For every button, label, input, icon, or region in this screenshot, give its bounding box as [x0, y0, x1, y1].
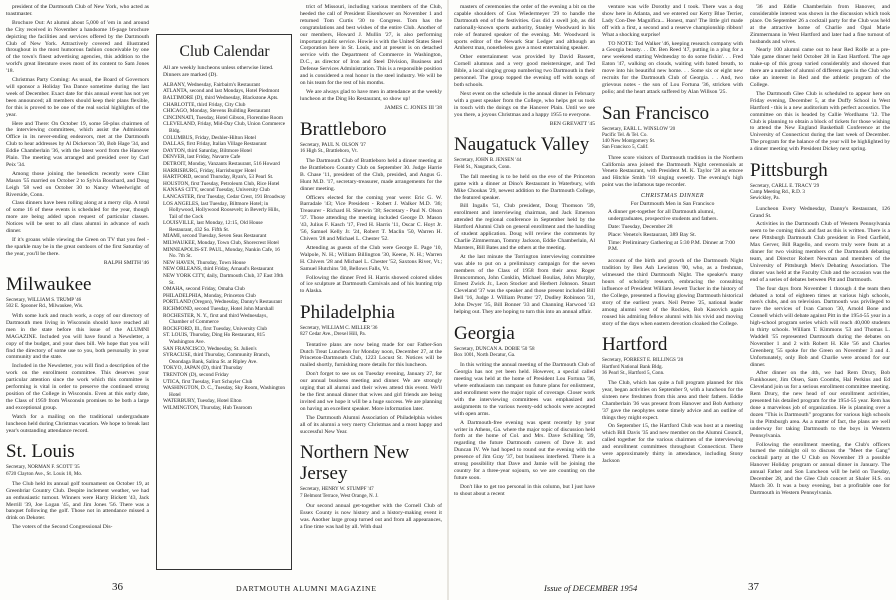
paragraph: If it's groans while viewing the Green on TV that you feel - the sparkle may be in the great outdoors of the first Saturday of the year, you'll be there.: [6, 237, 149, 257]
section-title-st-louis: St. Louis: [6, 441, 75, 463]
calendar-entry: ST. LOUIS, Thursday, Ding Ho Restaurant, 815 Washington Ave.: [163, 332, 265, 345]
calendar-entry: WATERBURY, Tuesday, Hotel Elton: [163, 398, 242, 405]
paragraph: Included in the Newsletter, you will find a description of the work on the enrollment committee. This deserves your particular attention since the work which this committee is performing is vital in order to preserve the continued strong position of the College in Wisconsin. Even at this early date, the Class of 1959 from Wisconsin promises to be both a large and exceptional group.: [6, 363, 149, 411]
calendar-entry: CHARLOTTE, third Friday, City Club: [163, 101, 246, 108]
paragraph: TO NOTE: Tod Walker '46, keeping research company with a Georgia beauty. . . Dr. Ben Reed '47, putting in a plug for a new weekend starting Wednesday to do some fishin'. . . Fred Eaton '47, walking on clouds, waiting with bated breath, to move into his beautiful new home. . . Some six or eight new recruits for the Dartmouth Club of Georgia. . . And, two grievous notes - the son of Lou Fortuna '36, stricken with polio; and the heart attack suffered by Alan Willson '25.: [602, 40, 743, 95]
paragraph: account of the birth and growth of the Dartmouth Night tradition by Ben Ash Lewiston '00, who, as a freshman, witnessed the third Dartmouth Night. The speaker's many hours of scholarly research, embracing the consulting influence of President William Jewett Tucker in the history of the College, presented a flowing glowing Dartmouth historical story of the earliest years. Neil Petree '25, national leader among alumni west of the Rockies, Bob Kasovich again roused his admiring fellow alumni with his vivid and moving story of the days when eastern devotion cloaked the College.: [602, 258, 743, 327]
calendar-entry: TRENTON (D), second Friday: [163, 371, 229, 378]
calendar-entry: DALLAS, first Friday, Italian Village Restaurant: [163, 141, 267, 148]
paragraph: The Dartmouth Club of Brattleboro held a dinner meeting at the Brattleboro Country Club on September 30. Judge Harrie B. Chase '11, president of the Club, presided, and Angus G. Hunt M.D. '17, secretary-treasurer, made arrangements for the dinner meeting.: [300, 158, 442, 192]
san-francisco-continued: [602, 258, 743, 327]
paragraph: Attending as guests of the Club were George E. Page '10, Walpole, N. H.; William Billington '30, Keene, N. H.; Warren H. Chivers '28 and Michael L. Chester '52, Saxtons River, Vt.; Samuel Hutchins '30, Bellows Falls, Vt.: [300, 244, 442, 272]
paragraph: masters of ceremonies the order of the evening a bit on the capable shoulders of Gus Wiedermeyer '29 to handle the Dartmouth end of the festivities. Gus did a swell job, as did nationally-known sports authority, Stanley Woodward in his role of featured speaker of the evening. Mr. Woodward is sports editor of the Newark Star Ledger and although an Amherst man, nonetheless gave a most entertaining speaker.: [454, 4, 595, 52]
paragraph: Officers elected for the coming year were: Eric G. W. Barradale '43; Vice President - Robert J. Walker M.D. '36; Treasurer - Richard H. Sherwin '38; Secretary - Paul N. Olson '37. Those attending the meeting included George D. Mason '43, Julius F. Kasch '17, Fred H. Harris '11, Oscar C. Hoyt Jr. '56, Samuel Kelly Jr. '24, Robert T. Maclin '50, Warren H. Chivers '28 and Michael L. Chester '52.: [300, 194, 442, 242]
section-title-san-francisco: San Francisco: [602, 102, 710, 124]
paragraph: In this writing the annual meeting of the Dartmouth Club of Georgia has not yet been held. However, a special called meeting was held at the home of President Lou Fortuna '36, where enthusiasm ran rampant on future plans for enlistment, and enrollment were the major topic of coverage. Closer work with the interviewing committees was emphasized and assignments to the various twenty-odd schools were accepted with open arms.: [454, 362, 595, 417]
paragraph: A Dartmouth-free evening was spent recently by your writer in Athens, Ga. where the major topic of discussion held forth at the home of Col. and Mrs. Dave Schilling '39, regarding the future Dartmouth careers of Dave Jr. and Duncan IV. We had hoped to round out the evening with the presence of Jim Gray '37, but business interfered. There is a strong possibility that Dave and Jamie will be joining the country for a three-year sojourn, so we are counting on the future soon.: [454, 419, 595, 481]
club-calendar-box: [156, 34, 292, 570]
calendar-entry: COLUMBUS, Friday, Deshler-Hilton Hotel: [163, 134, 256, 141]
paragraph: We are always glad to have men in attendance at the weekly luncheon at the Ding Ho Restaurant, so show up!: [300, 88, 442, 102]
right-column-3: [750, 4, 890, 576]
st-louis-body: [6, 481, 149, 531]
christmas-dinner-notice: [608, 193, 737, 253]
paragraph: Class dinners have been rolling along at a merry clip. A total of some 16 of these events is scheduled for the year, though more are being added upon request of particular classes. Notices will be sent to all class alumni in advance of each dinner.: [6, 200, 149, 235]
section-title-hartford: Hartford: [602, 334, 668, 356]
calendar-entry: HARTFORD, second Thursday, Ryan's, 53 Pearl St.: [163, 174, 274, 181]
paragraph: Christmas Party Coming: As usual, the Board of Governors will sponsor a Holiday Tea Dance sometime during the last week of December. Exact date for this annual event has not yet been announced; all members should keep their plans flexible, for this is proved to be one of the real social highlights of the year.: [6, 77, 149, 118]
section-title-pittsburgh: Pittsburgh: [750, 160, 828, 182]
club-calendar-title: Club Calendar: [179, 43, 270, 60]
signature: BEN GREVATT '45: [549, 120, 595, 127]
paragraph: trict of Missouri, including various members of the Club, heeded the call of President Eisenhower on November 1 and returned Tom Curtis '30 to Congress. Tom has the congratulations and best wishes of the entire Club. Another of our members, Howard J. Mullin '27, is also performing important public service. Howie is with the United States Steel Corporation here in St. Louis, and at present is on detached service with the Department of Commerce in Washington, D.C., as director of Iron and Steel Division, Business and Defense Services Administration. This is a responsible position and is considered a real honor in the steel industry. We will be on his team for the rest of his months.: [300, 4, 442, 86]
paragraph: After dinner on the 4th, we had Rem Drury, Bob Funkhouser, Jim Olsen, Sam Coombs, Hal Perkins and Ed Cleveland join us for a serious enrollment committee meeting. Rem Drury, the new head of our enrollment activities, presented his detailed program for the 1954-55 year. Rem has done a marvelous job of organization. He is planning over a dozen "This is Dartmouth" programs for various high schools in the Pittsburgh area. As a matter of fact, the plans are well underway for taking Dartmouth to the boys in Western Pennsylvania.: [750, 370, 890, 439]
calendar-entry: RICHMOND, second Tuesday, Hotel John Marshall: [163, 306, 274, 312]
calendar-entry: ATLANTA, second and last Mondays, Hotel Piedmont: [163, 88, 280, 95]
paragraph: Three score visitors of Dartmouth tradition in the Northern California area joined the Dartmouth Night ceremonials at Veneto Restaurant, with President M. K. Taylor '28 as emcee and Hitchie Smith '18 singing sweetly. The evening's high point was the infamous tape recorder.: [602, 154, 743, 189]
paragraph: Watch for a mailing on the traditional undergraduate luncheon held during Christmas vacation. We hope to break last year's outstanding attendance record.: [6, 413, 149, 434]
calendar-entry: ROCKFORD, Ill., first Tuesday, University Club: [163, 325, 267, 332]
paragraph: Among those joining the benedicts recently were Clint Mason '55 married on October 2 to Sylvia Bouchard, and Doug Leigh '58 wed on October 30 to Nancy Wheelwright of Riverside, Conn.: [6, 170, 149, 198]
notice-place: Place: Veneto's Restaurant, 389 Bay St.: [608, 231, 697, 238]
new-york-continued: [6, 4, 149, 258]
calendar-entry: BALTIMORE (D), third Wednesday, Blackstone Apts.: [163, 95, 279, 101]
section-title-philadelphia: Philadelphia: [300, 302, 395, 324]
brattleboro-body: [300, 158, 442, 295]
calendar-entry: CHICAGO, Monday, Stevens Building Restaurant: [163, 108, 271, 115]
paragraph: Nearly 100 alumni came out to hear Red Rolfe at a pre-Yale game dinner held October 28 in East Hartford. The age make-up of this group varied considerably and showed that there are a number of alumni of different ages in the Club who take an interest in Red and the athletic program of the College.: [750, 47, 890, 88]
calendar-entry: DETROIT, Monday, Vanzants Restaurant, 516 Howard: [163, 160, 280, 167]
paragraph: Tentative plans are now being made for our Father-Son Dutch Treat Luncheon for Monday noon, December 27, at the Princeton-Dartmouth Club, 1223 Locust St. Notices will be mailed shortly, furnishing more details for this luncheon.: [300, 341, 442, 369]
calendar-entry: KANSAS CITY, second Tuesday, University Club: [163, 187, 270, 194]
section-title-milwaukee: Milwaukee: [6, 273, 92, 295]
paragraph: Our second annual get-together with the Cornell Club of Essex County is now history and a history-making event it was. Another large group turned out and from all appearances, a fine time was had by all. With dual: [300, 502, 442, 530]
secretary-info: Secretary, HENRY W. STUMPF '47 7 Belmont Terrace, West Orange, N. J.: [300, 486, 379, 499]
notice-subtitle: For Dartmouth Men in San Francisco: [630, 201, 715, 208]
paragraph: Here and There: On October 19, some 50-plus chairmen of the interviewing committees, which assist the Admissions Office in its never-ending endeavors, met at the Dartmouth Club to hear addresses by Al Dickerson '30, Bob Hage '34, and Eddie Chamberlain '36, with the latest word from the Hanover Plain. The meeting was arranged and presided over by Carl Peix '34.: [6, 120, 149, 168]
signature: JAMES C. JONES III '38: [384, 104, 442, 111]
secretary-info: Secretary, PAUL N. OLSON '37 16 High St., Brattleboro, Vt.: [300, 141, 366, 154]
secretary-info: Secretary, EARL L. WINSLOW '20 Pacific Tel. & Tel. Co. 140 New Montgomery St. San Francisco 5, Calif.: [602, 125, 676, 151]
paragraph: The Club held its annual golf tournament on October 19, at Greenbriar Country Club. Despite inclement weather, we had an enthusiastic turnout. Winners were Harry Bickett '43, Jack Merrill '39, Joe Logan '45, and Jim Jones '56. There was a banquet following the golf. Those not in attendance missed a drink on Dekoter.: [6, 480, 149, 522]
philadelphia-body: [300, 342, 442, 436]
section-title-brattleboro: Brattleboro: [300, 118, 387, 140]
right-column-1: [454, 4, 595, 576]
paragraph: The four days from November 1 through 4 the team then debated a total of eighteen times at various high schools, men's clubs, and on television. Dartmouth was privileged to have the services of Ivan Carson '30, Arnold Bone and Connell which will debate against Pitt in the 1954-55 year in a high-school program series which will reach 40,000 students in thirty schools. William T. Kimmons '53 and Thomas L. Waddell '55 represented Dartmouth during the debates on November 1 and 2 with Robert H. Kile '56 and Charles Greenberg '55 spoke for the Green on November 3 and 4. Unfortunately, only Bob and Charlie were around for our dinner.: [750, 285, 890, 368]
paragraph: Following the enrollment meeting, the Club's officers burned the midnight oil to discuss the "Meet the Gang" cocktail party at the U Club on November 19 a possible Hanover Holiday program or annual dinner in January. The annual Father and Son Luncheon will be held on Tuesday, December 28, and the Glee Club concert at Shaler H.S. on March 30. It was a busy evening, but a profitable one for Dartmouth in Western Pennsylvania.: [750, 441, 890, 496]
calendar-entry: PORTLAND (Oregon), Wednesday, Danny's Restaurant: [163, 299, 282, 306]
calendar-entry: NEW YORK CITY, daily, Dartmouth Club, 37 East 39th St.: [163, 273, 284, 286]
calendar-entry: HARRISBURG, Friday, Harrisburger Hotel: [163, 167, 256, 174]
notice-time: Time: Preliminary Gathering at 5:30 P.M. Dinner at 7:00 P.M.: [608, 239, 735, 253]
page-number-right: 37: [748, 581, 759, 593]
hartford-body: [602, 380, 743, 465]
georgia-continued: [602, 4, 743, 96]
northern-new-jersey-continued: [454, 4, 595, 119]
notice-body: A dinner get-together for all Dartmouth alumni, undergraduates, prospective students and fathers.: [608, 208, 718, 222]
secretary-info: Secretary, DUNCAN A. DOBIE '50 '58 Box 1001, North Decatur, Ga.: [454, 345, 535, 359]
calendar-entry: DENVER, last Friday, Navarre Cafe: [163, 154, 241, 161]
secretary-info: Secretary, CARLL E. TRACY '29 Camp Meeting Rd., R.D. 3 Sewickley, Pa.: [750, 183, 820, 202]
secretary-info: Secretary, WILLIAM C. MILLER '36 827 Cedar Ave., Drexel Hill, Pa.: [300, 325, 378, 338]
paragraph: '36 and Eddie Chamberlain from Hanover, and considerable interest was shown in the discussion which took place. On September 26 a cocktail party for the Club was held at the attractive home of Charlie and Opal Marie Zimmermann in West Hartford and later had a fine turnout of husbands and wives.: [750, 4, 890, 45]
club-calendar-intro: All are weekly luncheons unless otherwise listed. Dinners are marked (D).: [163, 65, 274, 78]
paragraph: On September 15, the Hartford Club was host at a meeting which Bill Davis '35 and new member on the Alumni Council, called together for the various chairmen of the interviewing and enrollment committees throughout Connecticut. There were approximately thirty in attendance, including Stony Jackson: [602, 423, 743, 465]
calendar-entry: CLEVELAND, Friday, Mid-Day Club, Union Commerce Bldg.: [163, 121, 286, 134]
signature: RALPH SMITH '46: [103, 259, 149, 266]
right-page: [448, 0, 896, 600]
right-column-2: [602, 4, 743, 576]
st-louis-continued: [300, 4, 442, 103]
secretary-info: Secretary, JOHN B. JENSEN '44 Field St., Naugatuck, Conn.: [454, 157, 522, 170]
paragraph: Luncheon Every Wednesday, Danny's Restaurant, 126 Grand St.: [750, 205, 890, 219]
calendar-entry: MIAMI, second Tuesday, Seven Seas Restaurant: [163, 233, 267, 240]
calendar-entry: LOUISVILLE, last Monday, 12:15, Old House Restaurant, 432 So. Fifth St.: [163, 220, 263, 233]
page-number-left: 36: [112, 581, 123, 593]
secretary-info: Secretary, WILLIAM S. TRUMP '46 502 E. Spooner Rd., Milwaukee, Wis.: [6, 296, 84, 309]
calendar-entry: ALBANY, Wednesday, Fairbairn's Restaurant: [163, 81, 260, 88]
paragraph: Don't like to get too personal in this column, but I just have to shout about a recent: [454, 483, 595, 497]
calendar-entry: TOKYO, JAPAN (D), third Thursday: [163, 365, 243, 372]
northern-new-jersey-body: [300, 503, 442, 531]
calendar-entry: MINNEAPOLIS-ST. PAUL, Monday, Nankin Cafe, 16 No. 7th St.: [163, 246, 280, 260]
notice-date: Date: Tuesday, December 28: [608, 223, 673, 230]
running-footer-issue: Issue of DECEMBER 1954: [544, 583, 638, 593]
club-calendar-list: [163, 82, 286, 412]
calendar-entry: CINCINNATI, Tuesday, Hotel Gibson, Florentine Room: [163, 114, 284, 121]
calendar-entry: MILWAUKEE, Monday, Town Club, Shorecrest Hotel: [163, 240, 279, 247]
paragraph: The Club, which has quite a full program planned for this year, began activities on September 9, with a luncheon for the sixteen new freshmen from this area and their fathers. Eddie Chamberlain '36 was present from Hanover and Bob Anthony '37 gave the neophytes some timely advice and an outline of things they might expect.: [602, 380, 743, 421]
section-title-naugatuck-valley: Naugatuck Valley: [454, 134, 590, 156]
left-column-1: [6, 4, 149, 576]
calendar-entry: SYRACUSE, third Thursday, Community Branch, Onondaga Bank, Salina St. at Ripley Ave.: [163, 352, 271, 365]
calendar-entry: DAYTON, third Saturday, Biltmore Hotel: [163, 147, 252, 154]
paragraph: The Dartmouth Glee Club is scheduled to appear here on Friday evening, December 5, at the Duffy School in West Hartford - this is a new auditorium with perfect acoustics. The committee on this is headed by Callie Wordhams '12. The Club is planning to obtain a block of tickets for those wishing to attend the New England Basketball Conference at the University of Connecticut during the last week of December. The program for the balance of the year will be highlighted by a dinner meeting with President Dickey next spring.: [750, 90, 890, 153]
paragraph: Brochure Out: At alumni about 5,000 of 'em in and around the City received in November a handsome 16-page brochure depicting the facilities and services offered by the Dartmouth Club of New York. Attractively covered and illustrated throughout in the most humorous fashion conceivable by one of the town's finest advertising agencies, this addition to the world's great literature owes most of its content to Sam Jones '18.: [6, 19, 149, 75]
hartford-continued: [750, 4, 890, 153]
calendar-entry: SAN FRANCISCO, Wednesday, St. Julien's: [163, 345, 257, 352]
paragraph: Activities in the Dartmouth Club of Western Pennsylvania seem to be coming thick and fast as this is written. There is a new Pittsburgh Dartmouth Club president in Fred Garfield, Max Gerver, Bill Ragello, and sworn truly were feats at a dinner for two visiting members of the Dartmouth debating team, and Director Robert Newman and members of the University of Pittsburgh Men's Debating Association. The dinner was held at the Faculty Club and the occasion was the end of a series of debates between Pitt and Dartmouth.: [750, 221, 890, 283]
calendar-entry: LANCASTER, first Tuesday, Cedar Crest, 191 Broadway: [163, 193, 286, 200]
paragraph: Following the dinner Fred H. Harris showed colored slides of ice sculpture at Dartmouth Carnivals and of his hunting trip to Alaska.: [300, 274, 442, 295]
paragraph: Don't forget to see us on Tuesday evening, January 27, for our annual business meeting and dinner. We are strongly urging that all alumni and their wives attend this event. We'll be the first annual dinner that wives and girl friends are being invited and we hope it will be a huge success. We are planning on having an excellent speaker. More information later.: [300, 371, 442, 412]
pittsburgh-body: [750, 206, 890, 497]
calendar-entry: HOUSTON, first Tuesday, Petroleum Club, Rice Hotel: [163, 180, 280, 187]
calendar-entry: PHILADELPHIA, Monday, Princeton Club: [163, 292, 256, 299]
paragraph: Bill Ingalls '51, Club president, Doug Thomson '39, enrollment and interviewing chairman, and Jack Emerson attended the regional conference in September held by the Hartford Alumni Club on general enrollment and the handling of student application. Doug will review the comments by Charlie Zimmerman, Tommy Jackson, Eddie Chamberlain, Al Marsters, Bill Bates and the others at the meeting.: [454, 203, 595, 251]
calendar-entry: ROCHESTER, N. Y., first and third Wednesdays, Chamber of Commerce: [163, 312, 268, 326]
paragraph: The fall meeting is to be held on the eve of the Princeton game with a dinner at Dino's Restaurant in Waterbury, with Mike Choukas '29, newest addition to the Dartmouth College, the featured speaker.: [454, 173, 595, 201]
paragraph: president of the Dartmouth Club of New York, who acted as toastmaster.: [6, 4, 149, 17]
paragraph: venture was wife Dorothy and I took. There was a dog show here in Atlanta, and we entered our Kerry Blue Terrier, Lady Con-Dee Magnifica... Honest, man! The little girl made off with a first, a second and a reserve championship ribbon! What a shocking surprise!: [602, 4, 743, 38]
naugatuck-body: [454, 174, 595, 316]
running-footer-magazine: DARTMOUTH ALUMNI MAGAZINE: [236, 584, 377, 593]
calendar-entry: WASHINGTON, D. C., Tuesday, Sky Room, Washington Hotel: [163, 385, 286, 398]
paragraph: Other entertainment was provided by David Bassett, Cornell alumnus and a very good meistersinger, and Ted Bible, a local singing group numbering two Dartmouth in their personnel. The group topped the evening off with songs of both schools.: [454, 54, 595, 88]
paragraph: The Dartmouth Alumni Association of Philadelphia wishes all of its alumni a very merry Christmas and a most happy and successful New Year.: [300, 414, 442, 435]
san-francisco-body: [602, 155, 743, 190]
notice-title: CHRISTMAS DINNER: [640, 193, 705, 200]
calendar-entry: UTICA, first Tuesday, Fort Schuyler Club: [163, 378, 253, 385]
calendar-entry: NEW ORLEANS, third Friday, Arnaud's Restaurant: [163, 266, 274, 273]
paragraph: Next event on the schedule is the annual dinner in February with a guest speaker from the College, who helps get us took in touch with the doings on the Hanover Plain. Until we see you there, a joyous Christmas and a happy 1955 to everyone.: [454, 90, 595, 118]
georgia-body: [454, 362, 595, 497]
calendar-entry: OMAHA, second Friday, Omaha Club: [163, 286, 245, 293]
calendar-entry: NEW HAVEN, Thursday, Town House: [163, 259, 246, 266]
calendar-entry: WILMINGTON, Thursday, Hub Tearoom: [163, 404, 252, 411]
calendar-entry: LOS ANGELES, last Tuesday, Biltmore Hotel; in Hollywood, Hollywood Roosevelt; in Beverly Hills, Tail of the Cock: [163, 200, 280, 220]
paragraph: At the last minute the Torrington interviewing committee was able to put on a preliminary campaign for the seven members of the Class of 1958 from their area: Roger Bruncommon, John Conklin, Michael Boulias, John Murphy, Ernest Zwick Jr., Leon Stocker and Herbert Johnson. Stuart Cleveland '37 was the speaker and those present included Bill Bell '16, Judge J. William Prutter '27, Dudley Robinson '31, John Dwyer '35, Bill Bonner '33 and Channing Harwood '43 helping out. They are hoping to turn this into an annual affair.: [454, 253, 595, 316]
secretary-info: Secretary, FORREST E. BILLINGS '28 Hartford National Bank Bldg. 36 Pearl St., Hartford 5, Conn.: [602, 357, 684, 376]
secretary-info: Secretary, NORMAN F. SCOTT '35 6720 Clayton Ave., St. Louis 10, Mo.: [6, 464, 83, 477]
paragraph: The voters of the Second Congressional Dis-: [12, 524, 113, 531]
left-column-3: [300, 4, 442, 576]
section-title-northern-new-jersey: Northern New Jersey: [300, 442, 410, 485]
paragraph: With some luck and much work, a copy of our directory of Dartmouth men living in Wisconsin should have reached all men in the state before this issue of the ALUMNI MAGAZINE. Included you will have found a Newsletter, a copy of the budget, and your dues bill. We hope that you will find the directory of some use to you, both personally in your community and the state.: [6, 313, 149, 361]
milwaukee-body: [6, 313, 149, 434]
section-title-georgia: Georgia: [454, 322, 515, 344]
